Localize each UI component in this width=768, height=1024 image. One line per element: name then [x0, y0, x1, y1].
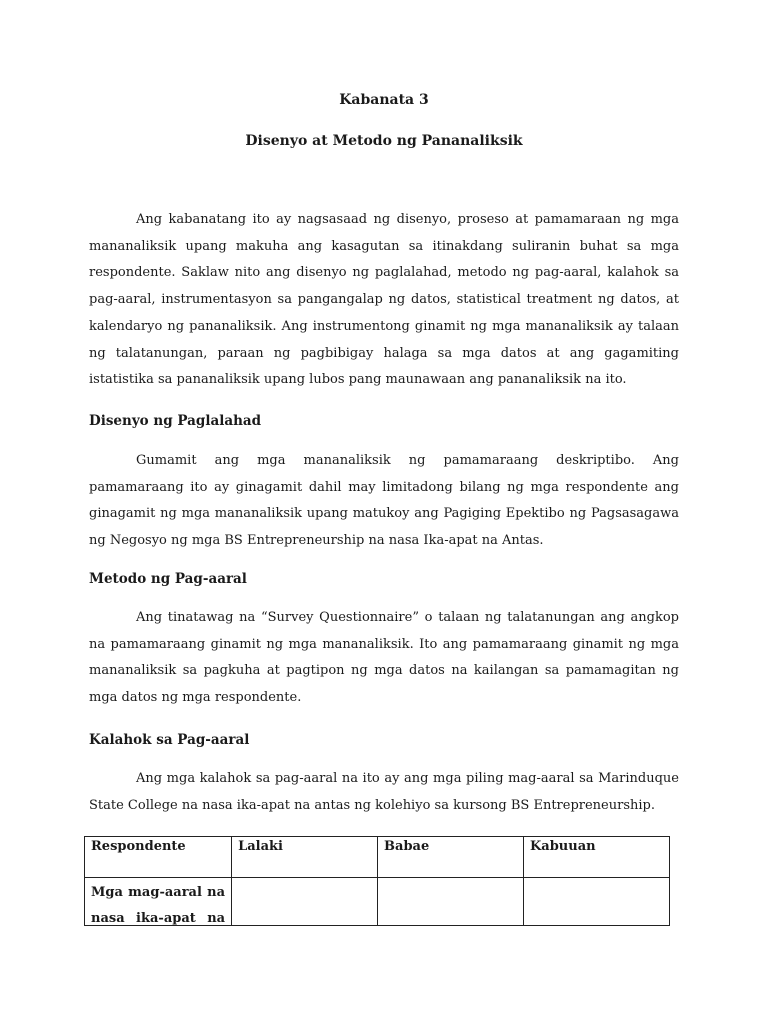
table-cell-kabuuan: [524, 878, 670, 926]
section-body-disenyo: Gumamit ang mga mananaliksik ng pamamaraang deskriptibo. Ang pamamaraang ito ay ginagamit dahil may limitadong bilang ng mga respondente ang ginagamit ng mga mananaliksik upang matukoy ang Pagiging Epektibo ng Pagsasagawa ng Negosyo ng mga BS Entrepreneurship na nasa Ika-apat na Antas.: [89, 453, 679, 549]
table-cell-lalaki: [232, 878, 378, 926]
table-header-row: [85, 837, 670, 878]
table-header-kabuuan: Kabuuan: [524, 837, 670, 878]
section-body-kalahok: Ang mga kalahok sa pag-aaral na ito ay ang mga piling mag-aaral sa Marinduque State College na nasa ika-apat na antas ng kolehiyo sa kursong BS Entrepreneurship.: [89, 771, 679, 813]
respondents-table: [84, 836, 670, 926]
intro-paragraph: Ang kabanatang ito ay nagsasaad ng disenyo, proseso at pamamaraan ng mga mananaliksik upang makuha ang kasagutan sa itinakdang suliranin buhat sa mga respondente. Saklaw nito ang disenyo ng paglalahad, metodo ng pag-aaral, kalahok sa pag-aaral, instrumentasyon sa pangangalap ng datos, statistical treatment ng datos, at kalendaryo ng pananaliksik. Ang instrumentong ginamit ng mga mananaliksik ay talaan ng talatanungan, paraan ng pagbibigay halaga sa mga datos at ang gagamiting istatistika sa pananaliksik upang lubos pang maunawaan ang pananaliksik na ito.: [89, 212, 679, 388]
chapter-heading: Kabanata 3: [339, 92, 429, 108]
section-body-metodo: Ang tinatawag na “Survey Questionnaire” o talaan ng talatanungan ang angkop na pamamaraang ginamit ng mga mananaliksik. Ito ang pamamaraang ginamit ng mga mananaliksik sa pagkuha at pagtipon ng mga datos na kailangan sa pamamagitan ng mga datos ng mga respondente.: [89, 610, 679, 706]
chapter-title: Disenyo at Metodo ng Pananaliksik: [245, 133, 523, 149]
table-header-babae: Babae: [378, 837, 524, 878]
table-header-lalaki: Lalaki: [232, 837, 378, 878]
section-heading-metodo: Metodo ng Pag-aaral: [89, 571, 247, 587]
table-row: [85, 878, 670, 926]
table-cell-respondente: [85, 878, 232, 926]
table-cell-babae: [378, 878, 524, 926]
section-heading-disenyo: Disenyo ng Paglalahad: [89, 413, 262, 429]
table-header-respondente: Respondente: [85, 837, 232, 878]
table-cell-respondente-text: Mga mag-aaral na nasa ika-apat na: [91, 885, 226, 925]
section-heading-kalahok: Kalahok sa Pag-aaral: [89, 732, 250, 748]
